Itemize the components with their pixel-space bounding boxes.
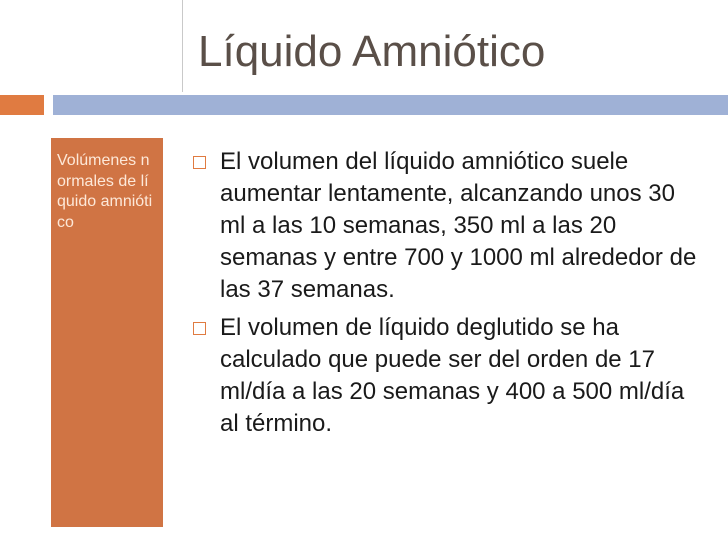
bullet-text: El volumen de líquido deglutido se ha calculado que puede ser del orden de 17 ml/día a las 20 semanas y 400 a 500 ml/día al término.	[220, 314, 685, 437]
bullet-item	[190, 146, 700, 306]
title-divider	[182, 0, 183, 92]
bullet-list	[190, 146, 700, 440]
content-area	[190, 146, 700, 446]
sidebar-label: Volúmenes normales de líquido amniótico	[57, 152, 153, 231]
slide-title: Líquido Amniótico	[198, 27, 546, 76]
accent-bar-orange	[0, 95, 44, 115]
square-bullet-icon	[193, 156, 206, 169]
bullet-item	[190, 312, 700, 440]
sidebar-label-box	[51, 138, 163, 527]
square-bullet-icon	[193, 322, 206, 335]
bullet-text: El volumen del líquido amniótico suele aumentar lentamente, alcanzando unos 30 ml a las 10 semanas, 350 ml a las 20 semanas y entre 700 y 1000 ml alrededor de las 37 semanas.	[220, 148, 697, 303]
accent-bar-blue	[53, 95, 728, 115]
